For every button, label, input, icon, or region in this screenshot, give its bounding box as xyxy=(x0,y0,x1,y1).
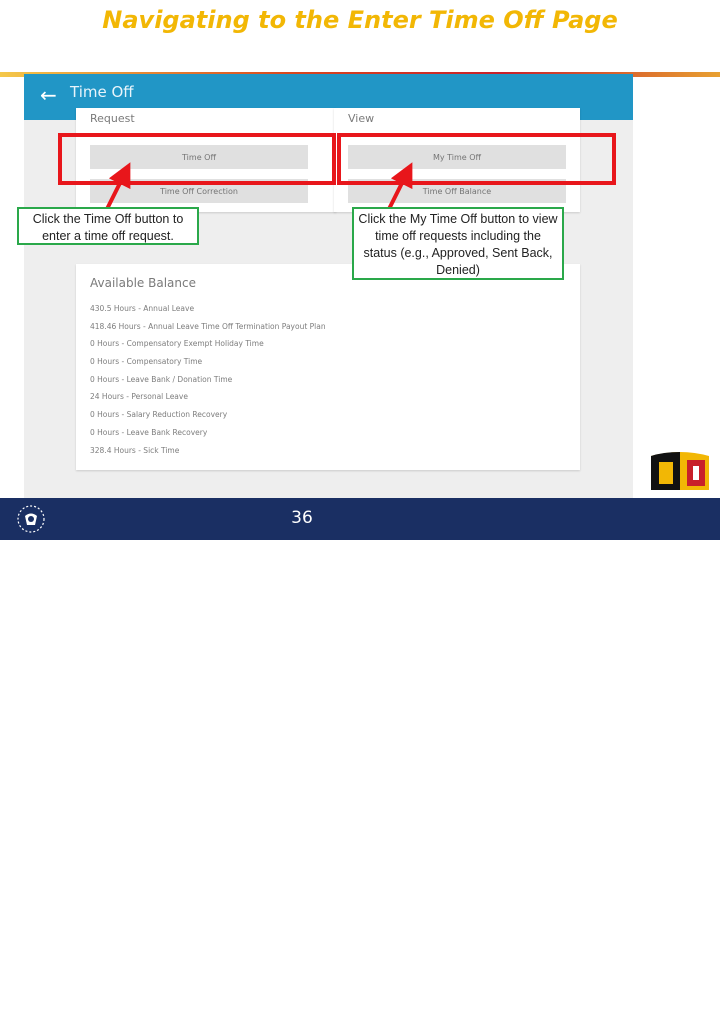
balance-item: 430.5 Hours - Annual Leave xyxy=(90,304,195,313)
balance-item: 0 Hours - Leave Bank / Donation Time xyxy=(90,374,233,384)
balance-card-title: Available Balance xyxy=(90,276,196,290)
balance-item: 0 Hours - Salary Reduction Recovery xyxy=(90,410,228,420)
balance-item: 328.4 Hours - Sick Time xyxy=(90,445,180,455)
balance-item: 0 Hours - Leave Bank Recovery xyxy=(90,427,208,437)
balance-card xyxy=(76,264,580,470)
page-number: 36 xyxy=(291,508,313,528)
left-callout: Click the Time Off button to enter a time off request. xyxy=(17,207,199,245)
view-card-title: View xyxy=(348,112,375,125)
maryland-flag-logo-icon xyxy=(647,448,713,494)
org-line-3: & Mental Hygiene xyxy=(587,1022,693,1035)
organization-name xyxy=(587,998,713,1036)
balance-item: 24 Hours - Personal Leave xyxy=(90,392,188,402)
balance-item: 0 Hours - Compensatory Time xyxy=(90,357,203,367)
balance-item: 418.46 Hours - Annual Leave Time Off Termination Payout Plan xyxy=(90,321,326,331)
org-line-1: Maryland xyxy=(587,997,643,1010)
back-arrow-icon[interactable]: ← xyxy=(40,83,57,107)
time-off-highlight-box xyxy=(58,133,336,185)
slide-title: Navigating to the Enter Time Off Page xyxy=(102,6,618,34)
time-off-balance-button[interactable]: Time Off Balance xyxy=(348,179,566,203)
right-callout: Click the My Time Off button to view time off requests including the status (e.g., Approved, Sent Back, Denied) xyxy=(352,207,564,280)
balance-list xyxy=(90,300,326,459)
time-off-correction-button[interactable]: Time Off Correction xyxy=(90,179,308,203)
time-off-button[interactable]: Time Off xyxy=(90,145,308,169)
request-card-title: Request xyxy=(90,112,135,125)
state-seal-icon xyxy=(14,503,48,535)
org-line-2: Department of Health xyxy=(587,1009,714,1023)
footer-bar xyxy=(0,498,720,1035)
balance-item: 0 Hours - Compensatory Exempt Holiday Time xyxy=(90,339,264,349)
app-title: Time Off xyxy=(70,83,134,101)
my-time-off-button[interactable]: My Time Off xyxy=(348,145,566,169)
my-time-off-highlight-box xyxy=(337,133,616,185)
